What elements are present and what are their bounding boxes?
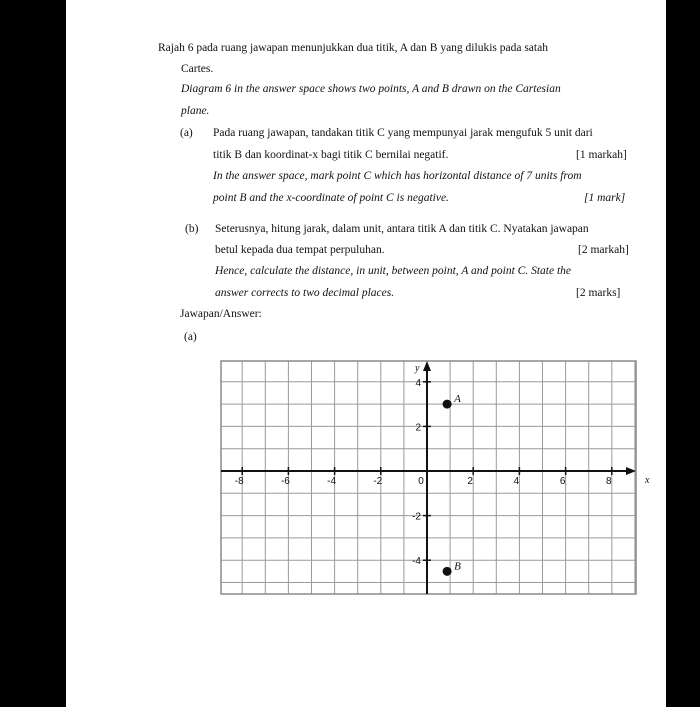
part-a-malay-line2: titik B dan koordinat-x bagi titik C bernilai negatif. (213, 149, 449, 161)
part-a-malay-line1: Pada ruang jawapan, tandakan titik C yang mempunyai jarak mengufuk 5 unit dari (213, 127, 593, 139)
x-tick-label: 6 (559, 476, 566, 487)
x-tick-label: 4 (513, 476, 520, 487)
y-tick-label: 2 (415, 422, 421, 434)
tick-labels (235, 363, 650, 567)
plotted-points (443, 393, 462, 576)
part-b-malay-line2: betul kepada dua tempat perpuluhan. (215, 244, 385, 256)
y-tick-label: -4 (412, 556, 421, 568)
x-tick-label: 0 (418, 476, 424, 487)
x-tick-label: 2 (467, 476, 473, 487)
part-b-malay-line1: Seterusnya, hitung jarak, dalam unit, antara titik A dan titik C. Nyatakan jawapan (215, 223, 589, 235)
x-axis-label: x (645, 475, 650, 486)
x-tick-label: -6 (280, 476, 290, 487)
answer-heading: Jawapan/Answer: (180, 308, 262, 320)
x-tick-label: -8 (234, 476, 244, 487)
intro-english-line1: Diagram 6 in the answer space shows two points, A and B drawn on the Cartesian (181, 83, 561, 95)
intro-english-line2: plane. (181, 105, 210, 117)
point-a-label: A (454, 393, 461, 406)
part-b-malay-marks: [2 markah] (578, 244, 629, 256)
intro-malay-line2: Cartes. (181, 63, 214, 75)
point-b[interactable] (443, 567, 452, 576)
x-tick-label: -2 (373, 476, 383, 487)
point-b-label: B (454, 560, 461, 573)
part-a-malay-marks: [1 markah] (576, 149, 627, 161)
part-b-english-line2: answer corrects to two decimal places. (215, 287, 395, 299)
part-a-label: (a) (180, 127, 193, 139)
part-b-label: (b) (185, 223, 199, 235)
intro-malay-line1: Rajah 6 pada ruang jawapan menunjukkan dua titik, A dan B yang dilukis pada satah (158, 42, 548, 54)
part-b-english-marks: [2 marks] (576, 287, 621, 299)
y-axis-label: y (415, 363, 420, 374)
y-tick-label: 4 (415, 377, 421, 389)
point-a[interactable] (443, 400, 452, 409)
part-b-english-line1: Hence, calculate the distance, in unit, between point, A and point C. State the (215, 265, 572, 277)
y-tick-label: -2 (412, 511, 421, 523)
x-tick-label: 8 (606, 476, 612, 487)
y-axis-arrow (423, 361, 431, 371)
x-tick-label: -4 (327, 476, 337, 487)
part-a-english-line2: point B and the x-coordinate of point C is negative. (213, 192, 449, 204)
answer-part-a-label: (a) (184, 331, 197, 343)
part-a-english-marks: [1 mark] (584, 192, 626, 204)
part-a-english-line1: In the answer space, mark point C which has horizontal distance of 7 units from (213, 170, 582, 182)
